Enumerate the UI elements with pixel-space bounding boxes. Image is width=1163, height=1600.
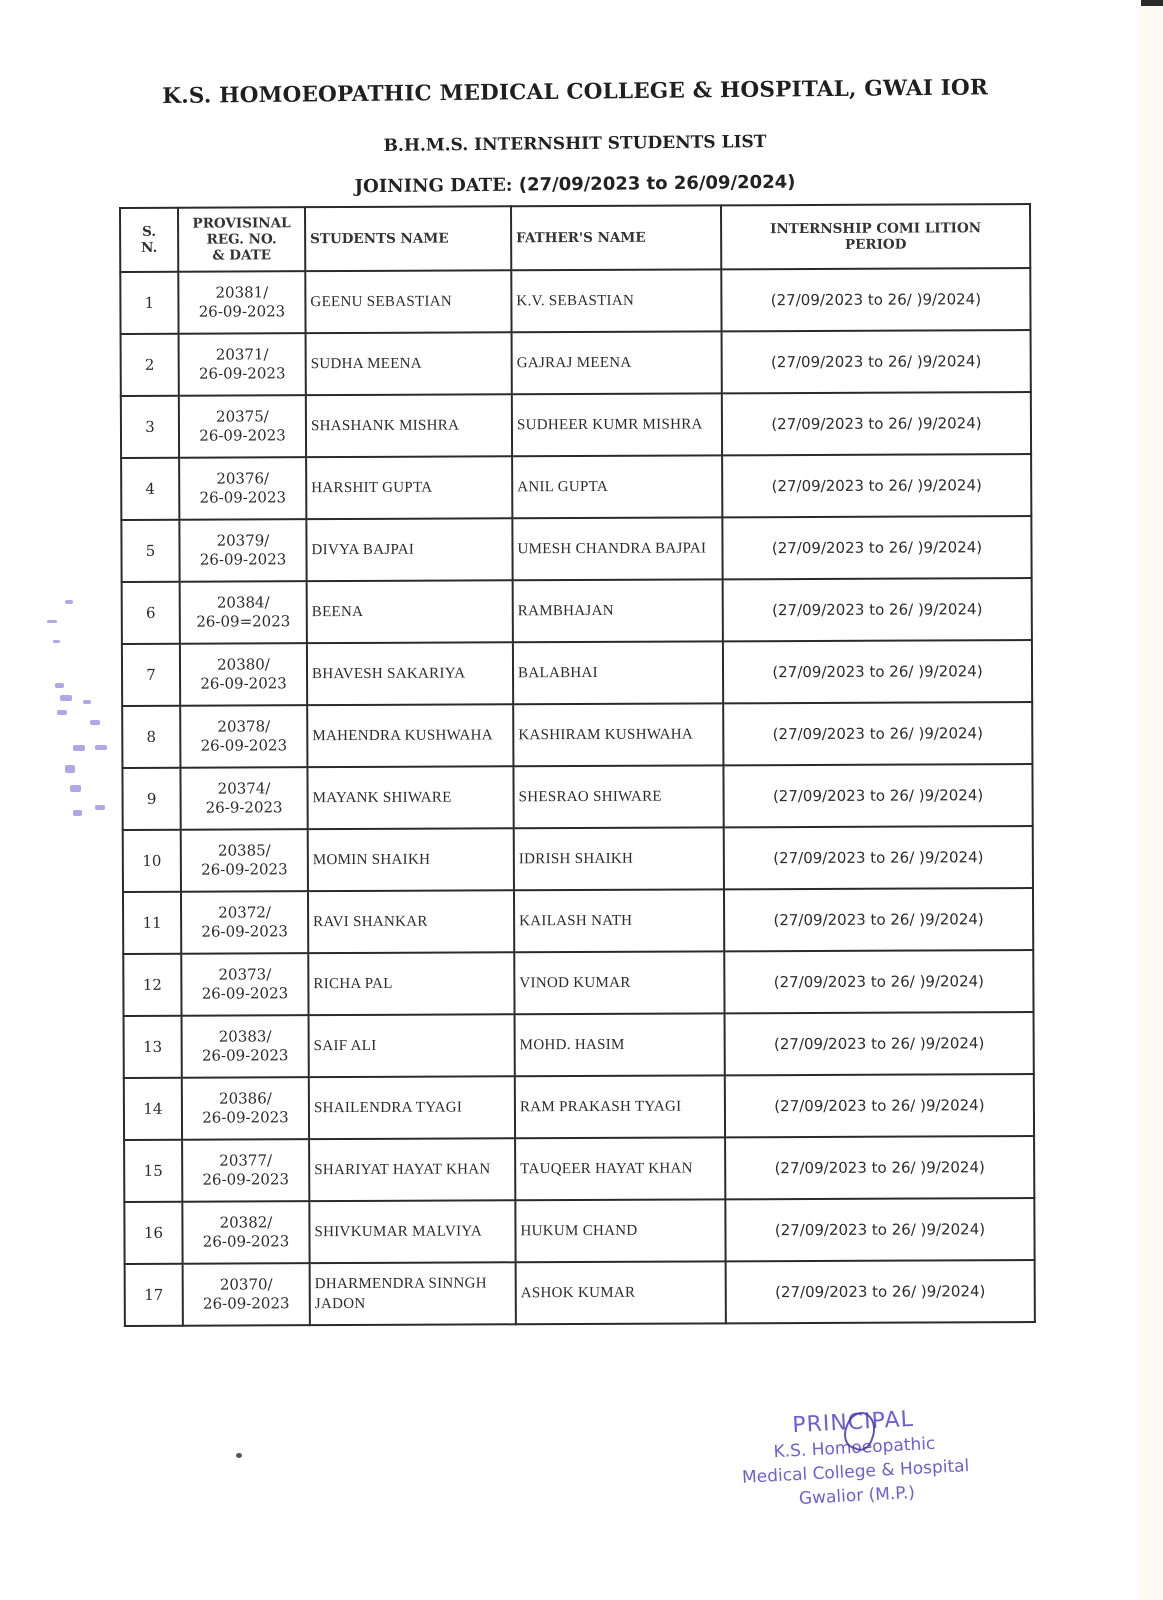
header-reg-line3: & DATE <box>212 247 272 264</box>
serial-number-cell: 4 <box>121 458 179 520</box>
serial-number-cell: 6 <box>122 582 180 644</box>
reg-number: 20374/ <box>217 779 271 798</box>
serial-number-cell: 14 <box>124 1078 182 1140</box>
reg-date: 26-09-2023 <box>202 1108 289 1127</box>
father-name-cell: VINOD KUMAR <box>514 951 724 1014</box>
reg-date: 26-09-2023 <box>200 736 288 755</box>
student-name-cell: SHARIYAT HAYAT KHAN <box>309 1138 515 1201</box>
serial-number-cell: 7 <box>122 644 180 706</box>
table-row <box>120 268 1030 334</box>
reg-date: 26-09-2023 <box>201 860 288 879</box>
reg-no-date-cell <box>180 767 307 830</box>
scan-speck <box>236 1453 242 1458</box>
table-row <box>123 888 1033 954</box>
serial-number-cell: 12 <box>123 954 181 1016</box>
student-name-cell: SHASHANK MISHRA <box>306 394 512 457</box>
serial-number-cell: 9 <box>122 768 180 830</box>
reg-date: 26-09-2023 <box>202 1294 290 1313</box>
header-students-name: STUDENTS NAME <box>305 206 511 271</box>
scan-edge-strip <box>1139 6 1163 1600</box>
table-row <box>121 392 1031 458</box>
reg-number: 20378/ <box>217 717 271 736</box>
header-sn-line2: N. <box>141 239 158 256</box>
internship-period-cell: (27/09/2023 to 26/ )9/2024) <box>725 1012 1034 1075</box>
table-row <box>122 640 1032 706</box>
father-name-cell: RAM PRAKASH TYAGI <box>515 1075 725 1138</box>
internship-period-cell: (27/09/2023 to 26/ )9/2024) <box>724 888 1033 951</box>
reg-date: 26-09-2023 <box>202 1170 290 1189</box>
reg-no-date-cell <box>179 457 306 520</box>
father-name-cell: RAMBHAJAN <box>513 579 723 642</box>
reg-no-date-cell <box>182 1015 309 1078</box>
joining-date-label: JOINING DATE: <box>354 174 513 198</box>
reg-number: 20373/ <box>218 965 272 984</box>
reg-no-date-cell <box>179 395 306 458</box>
reg-no-date-cell <box>180 581 307 644</box>
reg-number: 20379/ <box>216 531 270 550</box>
internship-period-cell: (27/09/2023 to 26/ )9/2024) <box>724 950 1033 1013</box>
reg-no-date-cell <box>182 1077 309 1140</box>
student-name-cell: SHAILENDRA TYAGI <box>309 1076 515 1139</box>
reg-date: 26-09-2023 <box>200 674 287 693</box>
reg-date: 26-09-2023 <box>201 922 288 941</box>
reg-no-date-cell <box>179 333 306 396</box>
table-row <box>123 950 1033 1016</box>
internship-period-cell: (27/09/2023 to 26/ )9/2024) <box>722 330 1031 393</box>
reg-date: 26-09-2023 <box>198 364 286 383</box>
student-name-cell: SUDHA MEENA <box>306 332 512 395</box>
father-name-cell: MOHD. HASIM <box>515 1013 725 1076</box>
father-name-cell: SHESRAO SHIWARE <box>513 765 723 828</box>
header-period-line2: PERIOD <box>844 236 907 253</box>
reg-number: 20371/ <box>215 345 269 364</box>
internship-period-cell: (27/09/2023 to 26/ )9/2024) <box>722 516 1031 579</box>
reg-number: 20376/ <box>216 469 270 488</box>
serial-number-cell: 17 <box>125 1264 183 1326</box>
reg-number: 20385/ <box>217 841 271 860</box>
reg-no-date-cell <box>180 705 307 768</box>
internship-period-cell: (27/09/2023 to 26/ )9/2024) <box>723 640 1032 703</box>
reg-date: 26-09-2023 <box>201 1046 289 1065</box>
student-name-cell: GEENU SEBASTIAN <box>305 270 511 333</box>
internship-period-cell: (27/09/2023 to 26/ )9/2024) <box>725 1136 1034 1199</box>
internship-period-cell: (27/09/2023 to 26/ )9/2024) <box>721 268 1030 331</box>
internship-period-cell: (27/09/2023 to 26/ )9/2024) <box>722 454 1031 517</box>
table-row <box>121 454 1031 520</box>
reg-date: 26-09-2023 <box>199 550 287 569</box>
stamp-line-2: Medical College & Hospital <box>741 1456 970 1488</box>
student-name-cell: RAVI SHANKAR <box>308 890 514 953</box>
faded-side-stamp <box>35 595 105 825</box>
serial-number-cell: 8 <box>122 706 180 768</box>
reg-number: 20380/ <box>217 655 270 674</box>
student-name-cell: BEENA <box>307 580 513 643</box>
header-reg-line2: REG. NO. <box>206 231 277 248</box>
student-name-cell: MAHENDRA KUSHWAHA <box>307 704 513 767</box>
reg-number: 20383/ <box>218 1027 272 1046</box>
reg-number: 20377/ <box>219 1151 273 1170</box>
internship-period-cell: (27/09/2023 to 26/ )9/2024) <box>723 578 1032 641</box>
father-name-cell: BALABHAI <box>513 641 723 704</box>
joining-date-range: (27/09/2023 to 26/09/2024) <box>518 171 796 196</box>
stamp-line-1: K.S. Homoeopathic <box>773 1433 936 1463</box>
table-row <box>122 764 1032 830</box>
serial-number-cell: 15 <box>124 1140 182 1202</box>
stamp-line-3: Gwalior (M.P.) <box>798 1482 916 1509</box>
student-name-cell: HARSHIT GUPTA <box>306 456 512 519</box>
table-row <box>125 1260 1035 1326</box>
internship-period-cell: (27/09/2023 to 26/ )9/2024) <box>723 764 1032 827</box>
serial-number-cell: 1 <box>120 272 178 334</box>
reg-number: 20386/ <box>218 1089 272 1108</box>
table-row <box>122 702 1032 768</box>
header-reg-line1: PROVISINAL <box>192 215 291 232</box>
reg-date: 26-09-2023 <box>199 426 286 445</box>
stamp-role: PRINCIPAL <box>791 1406 915 1439</box>
document-subtitle: B.H.M.S. INTERNSHIT STUDENTS LIST <box>383 131 767 157</box>
reg-number: 20381/ <box>215 283 269 302</box>
serial-number-cell: 10 <box>123 830 181 892</box>
reg-no-date-cell <box>178 271 305 334</box>
father-name-cell: TAUQEER HAYAT KHAN <box>515 1137 725 1200</box>
father-name-cell: IDRISH SHAIKH <box>514 827 724 890</box>
reg-no-date-cell <box>181 953 308 1016</box>
student-name-cell: BHAVESH SAKARIYA <box>307 642 513 705</box>
reg-date: 26-09-2023 <box>202 1232 290 1251</box>
father-name-cell: SUDHEER KUMR MISHRA <box>512 393 722 456</box>
table-row <box>121 516 1031 582</box>
student-name-cell: RICHA PAL <box>308 952 514 1015</box>
student-name-cell: MAYANK SHIWARE <box>307 766 513 829</box>
header-sn-line1: S. <box>142 223 157 240</box>
table-row <box>124 1012 1034 1078</box>
students-table <box>119 203 1036 1327</box>
table-row <box>124 1136 1034 1202</box>
student-name-cell: DIVYA BAJPAI <box>306 518 512 581</box>
reg-no-date-cell <box>179 519 306 582</box>
joining-date-line <box>160 170 990 200</box>
reg-number: 20372/ <box>218 903 272 922</box>
student-name-cell: SAIF ALI <box>309 1014 515 1077</box>
father-name-cell: HUKUM CHAND <box>515 1199 725 1262</box>
table-row <box>124 1074 1034 1140</box>
reg-no-date-cell <box>181 891 308 954</box>
internship-period-cell: (27/09/2023 to 26/ )9/2024) <box>726 1260 1035 1323</box>
reg-date: 26-09-2023 <box>198 302 286 321</box>
table-row <box>123 826 1033 892</box>
serial-number-cell: 16 <box>124 1202 182 1264</box>
serial-number-cell: 13 <box>124 1016 182 1078</box>
reg-no-date-cell <box>180 643 307 706</box>
serial-number-cell: 3 <box>121 396 179 458</box>
internship-period-cell: (27/09/2023 to 26/ )9/2024) <box>725 1074 1034 1137</box>
reg-no-date-cell <box>182 1201 309 1264</box>
internship-period-cell: (27/09/2023 to 26/ )9/2024) <box>723 702 1032 765</box>
header-fathers-name: FATHER'S NAME <box>511 205 721 270</box>
internship-period-cell: (27/09/2023 to 26/ )9/2024) <box>722 392 1031 455</box>
father-name-cell: GAJRAJ MEENA <box>512 331 722 394</box>
header-period-line1: INTERNSHIP COMI LITION <box>770 220 982 238</box>
reg-no-date-cell <box>181 829 308 892</box>
student-name-cell: SHIVKUMAR MALVIYA <box>309 1200 515 1263</box>
serial-number-cell: 5 <box>121 520 179 582</box>
student-name-cell: DHARMENDRA SINNGH JADON <box>310 1262 516 1325</box>
reg-date: 26-09=2023 <box>196 612 291 631</box>
student-name-cell: MOMIN SHAIKH <box>308 828 514 891</box>
table-row <box>124 1198 1034 1264</box>
reg-number: 20375/ <box>215 407 269 426</box>
serial-number-cell: 2 <box>121 334 179 396</box>
reg-no-date-cell <box>182 1139 309 1202</box>
header-reg-no-date <box>178 207 305 272</box>
father-name-cell: ANIL GUPTA <box>512 455 722 518</box>
father-name-cell: K.V. SEBASTIAN <box>511 269 721 332</box>
header-serial-number <box>120 208 178 272</box>
serial-number-cell: 11 <box>123 892 181 954</box>
reg-number: 20382/ <box>219 1213 273 1232</box>
internship-period-cell: (27/09/2023 to 26/ )9/2024) <box>724 826 1033 889</box>
reg-number: 20384/ <box>216 593 270 612</box>
table-header-row <box>120 204 1030 272</box>
internship-period-cell: (27/09/2023 to 26/ )9/2024) <box>725 1198 1034 1261</box>
father-name-cell: UMESH CHANDRA BAJPAI <box>512 517 722 580</box>
document-title: K.S. HOMOEOPATHIC MEDICAL COLLEGE & HOSPITAL, GWAI IOR <box>162 75 989 109</box>
header-internship-period <box>721 204 1030 269</box>
reg-no-date-cell <box>183 1263 310 1326</box>
reg-date: 26-9-2023 <box>205 798 283 817</box>
reg-date: 26-09-2023 <box>201 984 289 1003</box>
father-name-cell: KAILASH NATH <box>514 889 724 952</box>
table-row <box>121 330 1031 396</box>
father-name-cell: ASHOK KUMAR <box>516 1261 726 1324</box>
reg-number: 20370/ <box>219 1275 273 1294</box>
reg-date: 26-09-2023 <box>199 488 287 507</box>
father-name-cell: KASHIRAM KUSHWAHA <box>513 703 723 766</box>
table-row <box>122 578 1032 644</box>
